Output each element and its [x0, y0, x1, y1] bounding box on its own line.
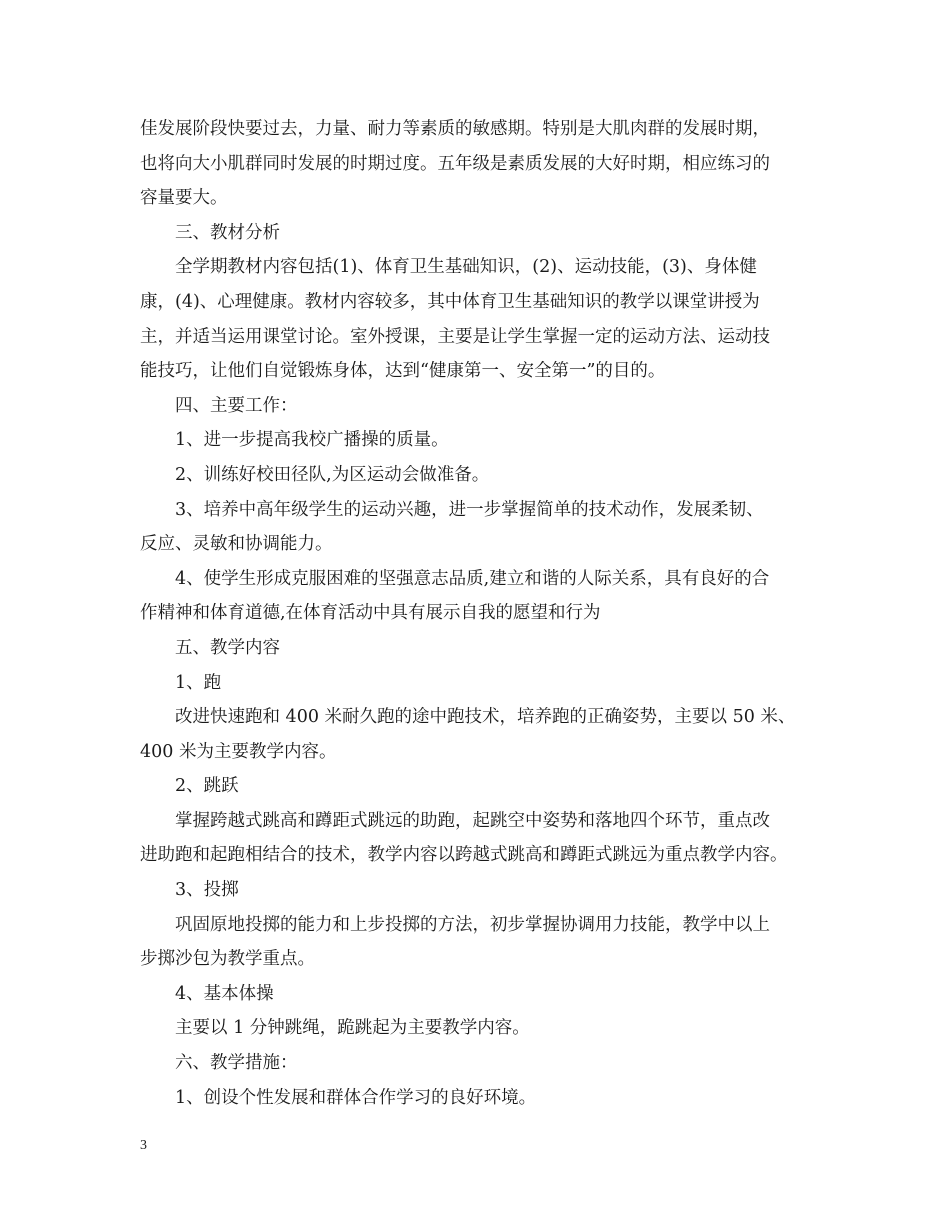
text-line: 400 米为主要教学内容。 — [140, 741, 337, 762]
subsection-heading: 4、基本体操 — [175, 983, 274, 1004]
section-heading: 四、主要工作： — [175, 395, 298, 416]
list-item: 1、进一步提高我校广播操的质量。 — [175, 430, 449, 451]
subsection-heading: 3、投掷 — [175, 880, 239, 901]
list-item: 4、使学生形成克服困难的坚强意志品质,建立和谐的人际关系，具有良好的合 — [175, 568, 770, 589]
list-item: 1、创设个性发展和群体合作学习的良好环境。 — [175, 1087, 537, 1108]
list-item: 2、训练好校田径队,为区运动会做准备。 — [175, 464, 490, 485]
text-line: 步掷沙包为教学重点。 — [140, 949, 315, 970]
subsection-heading: 2、跳跃 — [175, 776, 239, 797]
section-heading: 五、教学内容 — [175, 637, 280, 658]
text-line: 容量要大。 — [140, 188, 228, 209]
text-line: 主要以 1 分钟跳绳，跪跳起为主要教学内容。 — [175, 1018, 530, 1039]
text-line: 反应、灵敏和协调能力。 — [140, 534, 333, 555]
text-line: 主，并适当运用课堂讨论。室外授课，主要是让学生掌握一定的运动方法、运动技 — [140, 326, 770, 347]
page-number: 3 — [140, 1138, 147, 1153]
section-heading: 三、教材分析 — [175, 222, 280, 243]
text-line: 能技巧，让他们自觉锻炼身体，达到“健康第一、安全第一”的目的。 — [140, 361, 666, 382]
list-item: 3、培养中高年级学生的运动兴趣，进一步掌握简单的技术动作，发展柔韧、 — [175, 499, 764, 520]
text-line: 改进快速跑和 400 米耐久跑的途中跑技术，培养跑的正确姿势，主要以 50 米、 — [175, 707, 796, 728]
text-line: 巩固原地投掷的能力和上步投掷的方法，初步掌握协调用力技能，教学中以上 — [175, 914, 770, 935]
text-line: 进助跑和起跑相结合的技术，教学内容以跨越式跳高和蹲距式跳远为重点教学内容。 — [140, 845, 788, 866]
subsection-heading: 1、跑 — [175, 672, 222, 693]
section-heading: 六、教学措施： — [175, 1053, 298, 1074]
text-line: 全学期教材内容包括(1)、体育卫生基础知识，(2)、运动技能，(3)、身体健 — [175, 257, 757, 278]
text-line: 掌握跨越式跳高和蹲距式跳远的助跑，起跳空中姿势和落地四个环节，重点改 — [175, 810, 770, 831]
text-line: 佳发展阶段快要过去，力量、耐力等素质的敏感期。特别是大肌肉群的发展时期， — [140, 119, 770, 139]
document-body — [140, 112, 820, 1115]
text-line: 作精神和体育道德,在体育活动中具有展示自我的愿望和行为 — [140, 603, 601, 624]
text-line: 也将向大小肌群同时发展的时期过度。五年级是素质发展的大好时期，相应练习的 — [140, 153, 770, 174]
text-line: 康，(4)、心理健康。教材内容较多，其中体育卫生基础知识的教学以课堂讲授为 — [140, 291, 760, 312]
